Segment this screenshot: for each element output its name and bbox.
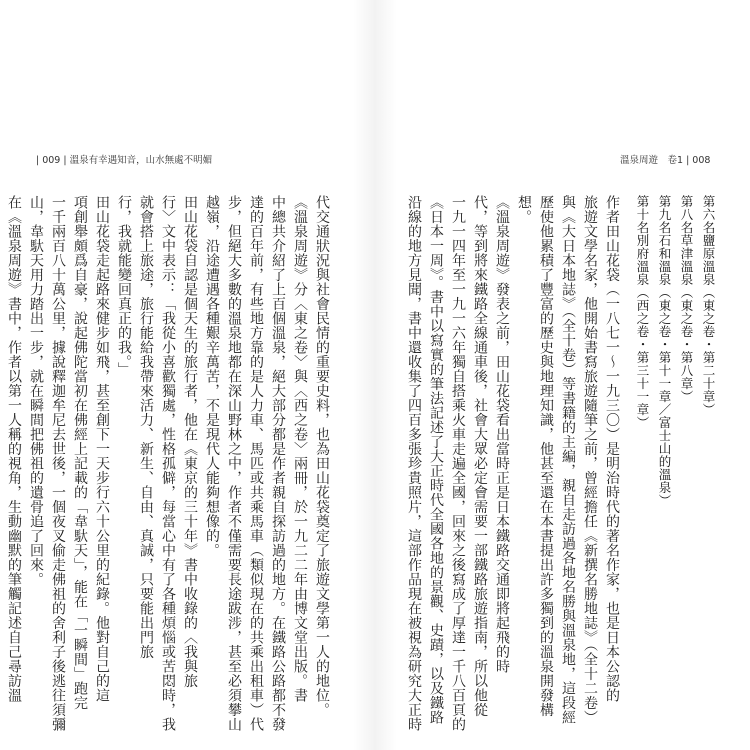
text-column: 行〉文中表示：「我從小喜歡獨處，性格孤僻，每當心中有了各種煩惱或苦悶時，我 bbox=[160, 195, 176, 732]
text-column: 達的百年前，有些地方靠的是人力車、馬匹或共乘馬車（類似現在的共乘出租車）代 bbox=[248, 195, 264, 732]
text-column: 代交通狀況與社會民情的重要史料，也為田山花袋奠定了旅遊文學第一人的地位。 bbox=[314, 195, 330, 717]
text-column: 《溫泉周遊》發表之前，田山花袋看出當時正是日本鐵路交通即將起飛的時 bbox=[494, 195, 510, 674]
text-column: 中總共介紹了上百個溫泉，絕大部分都是作者親自探訪過的地方。在鐵路公路都不發 bbox=[270, 195, 286, 732]
gutter-shadow bbox=[353, 0, 375, 750]
ranking-list-item: 第八名草津溫泉（東之卷・第八章） bbox=[679, 195, 694, 403]
text-column: 一千兩百八十萬公里，據說釋迦牟尼去世後，一個夜叉偷走佛祖的舍利子後逃往須彌 bbox=[50, 195, 66, 732]
text-column: 田山花袋走起路來健步如飛，甚至創下一天步行六十公里的紀錄。他對自己的這 bbox=[94, 195, 110, 703]
text-column: 就會搭上旅途，旅行能給我帶來活力、新生、自由、真誠，只要能出門旅 bbox=[138, 195, 154, 659]
text-column: 與《大日本地誌》（全十卷）等書籍的主編，親自走訪過各地名勝與溫泉地，這段經 bbox=[560, 195, 576, 725]
ranking-list-item: 第九名石和溫泉（東之卷・第十一章／富士山的溫泉） bbox=[657, 195, 672, 507]
text-column: 代，等到將來鐵路全線通車後，社會大眾必定會需要一部鐵路旅遊指南，所以他從 bbox=[472, 195, 488, 717]
text-column: 越嶺，沿途遭遇各種艱辛萬苦，不是現代人能夠想像的。 bbox=[204, 195, 220, 558]
ranking-list-item: 第十名別府溫泉（西之卷・第三十一章） bbox=[635, 195, 650, 429]
text-column: 在《溫泉周遊》書中，作者以第一人稱的視角，生動幽默的筆觸記述自己尋訪溫 bbox=[6, 195, 22, 703]
text-column: 想。 bbox=[516, 195, 532, 224]
text-column: 行，我就能變回真正的我。」 bbox=[116, 195, 132, 377]
text-column: 項創舉頗爲自豪，說起佛陀當初在佛經上記載的「韋馱天」，能在「一瞬間」跑完 bbox=[72, 195, 88, 710]
right-page bbox=[375, 0, 750, 750]
right-running-header: 溫泉周遊 卷1 | 008 bbox=[620, 155, 711, 166]
section-spacer bbox=[623, 195, 631, 595]
left-running-header: | 009 | 溫泉有幸遇知音，山水無處不明媚 bbox=[36, 155, 213, 166]
text-column: 旅遊文學名家，他開始書寫旅遊隨筆之前，曾經擔任《新撰名勝地誌》（全十二卷） bbox=[582, 195, 598, 725]
right-body-text bbox=[399, 195, 719, 732]
text-column: 山，韋馱天用力踏出一步，就在瞬間把佛祖的遺骨追了回來。 bbox=[28, 195, 44, 587]
text-column: 沿線的地方見聞，書中還收集了四百多張珍貴照片，這部作品現在被視為研究大正時 bbox=[406, 195, 422, 732]
text-column: 步，但絕大多數的溫泉地都在深山野林之中，作者不僅需要長途跋涉，甚至必須攀山 bbox=[226, 195, 242, 732]
text-column: 《溫泉周遊》分〈東之卷〉與〈西之卷〉兩冊，於一九二二年由博文堂出版。書 bbox=[292, 195, 308, 703]
left-body-text bbox=[6, 195, 333, 732]
text-column: 一九一四年至一九一六年獨自搭乘火車走遍全國，回來之後寫成了厚達一千八百頁的 bbox=[450, 195, 466, 732]
text-column: 歷使他累積了豐富的歷史與地理知識，他甚至還在本書提出許多獨到的溫泉開發構 bbox=[538, 195, 554, 717]
ranking-list-item: 第六名鹽原溫泉（東之卷・第二十章） bbox=[701, 195, 716, 416]
text-column: 作者田山花袋（一八七一～一九三〇）是明治時代的著名作家，也是日本公認的 bbox=[604, 195, 620, 703]
text-column: 《日本一周》。書中以寫實的筆法記述了大正時代全國各地的景觀、史蹟，以及鐵路 bbox=[428, 195, 444, 725]
text-column: 田山花袋自認是個天生的旅行者，他在《東京的三十年》書中收錄的〈我與旅 bbox=[182, 195, 198, 688]
gutter-shadow bbox=[375, 0, 397, 750]
